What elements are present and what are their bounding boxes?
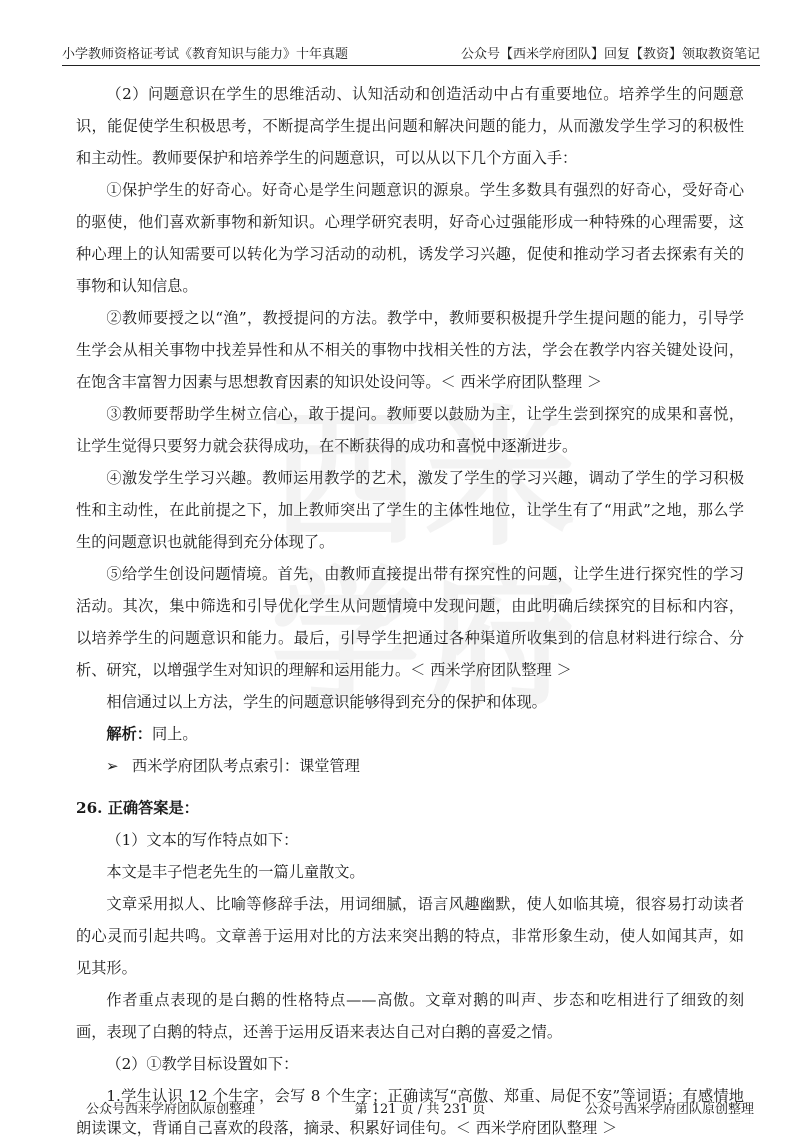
paragraph: 相信通过以上方法，学生的问题意识能够得到充分的保护和体现。 <box>106 693 547 711</box>
page-footer <box>86 1098 754 1117</box>
header-right-note: 公众号【西米学府团队】回复【教资】领取教资笔记 <box>460 47 760 62</box>
header-left-title: 小学教师资格证考试《教育知识与能力》十年真题 <box>62 47 349 62</box>
page-header <box>62 42 760 66</box>
paragraph: 1.学生认识 12 个生字，会写 8 个生字；正确读写“高傲、郑重、局促不安”等词语；有感情地朗读课文，背诵自己喜欢的段落，摘录、积累好词佳句。＜ 西米学府团队整理 ＞ <box>76 1087 744 1137</box>
paragraph: 文章采用拟人、比喻等修辞手法，用词细腻，语言风趣幽默，使人如临其境，很容易打动读者的心灵而引起共鸣。文章善于运用对比的方法来突出鹅的特点，非常形象生动，使人如闻其声，如见其形。 <box>76 895 744 977</box>
arrow-bullet-icon: ➢ <box>106 757 119 775</box>
analysis-text: 同上。 <box>151 725 198 743</box>
bullet-item <box>76 750 744 782</box>
paragraph: ①保护学生的好奇心。好奇心是学生问题意识的源泉。学生多数具有强烈的好奇心，受好奇心的驱使，他们喜欢新事物和新知识。心理学研究表明，好奇心过强能形成一种特殊的心理需要，这种心理上的认知需要可以转化为学习活动的动机，诱发学习兴趣，促使和推动学习者去探索有关的事物和认知信息。 <box>76 181 744 295</box>
paragraph: 作者重点表现的是白鹅的性格特点——高傲。文章对鹅的叫声、步态和吃相进行了细致的刻画，表现了白鹅的特点，还善于运用反语来表达自己对白鹅的喜爱之情。 <box>76 991 744 1041</box>
paragraph: （2）①教学目标设置如下： <box>106 1055 299 1073</box>
paragraph: （2）问题意识在学生的思维活动、认知活动和创造活动中占有重要地位。培养学生的问题意识，能促使学生积极思考，不断提高学生提出问题和解决问题的能力，从而激发学生学习的积极性和主动性。教师要保护和培养学生的问题意识，可以从以下几个方面入手： <box>76 85 744 167</box>
analysis-label: 解析： <box>106 725 152 743</box>
paragraph: ②教师要授之以“渔”，教授提问的方法。教学中，教师要积极提升学生提问题的能力，引导学生学会从相关事物中找差异性和从不相关的事物中找相关性的方法，学会在教学内容关键处设问，在饱含丰富智力因素与思想教育因素的知识处设问等。＜ 西米学府团队整理 ＞ <box>76 309 744 391</box>
paragraph: ⑤给学生创设问题情境。首先，由教师直接提出带有探究性的问题，让学生进行探究性的学习活动。其次，集中筛选和引导优化学生从问题情境中发现问题，由此明确后续探究的目标和内容，以培养学生的问题意识和能力。最后，引导学生把通过各种渠道所收集到的信息材料进行综合、分析、研究，以增强学生对知识的理解和运用能力。＜ 西米学府团队整理 ＞ <box>76 565 744 679</box>
paragraph: ③教师要帮助学生树立信心，敢于提问。教师要以鼓励为主，让学生尝到探究的成果和喜悦，让学生觉得只要努力就会获得成功，在不断获得的成功和喜悦中逐渐进步。 <box>76 405 744 455</box>
paragraph: （1）文本的写作特点如下： <box>106 831 299 849</box>
analysis <box>76 718 744 750</box>
question-heading: 26. 正确答案是： <box>76 799 199 817</box>
bullet-text: 西米学府团队考点索引：课堂管理 <box>132 757 360 775</box>
page-number: 第 121 页 / 共 231 页 <box>354 1102 486 1117</box>
document-body <box>76 78 744 1144</box>
footer-right: 公众号西米学府团队原创整理 <box>584 1102 754 1117</box>
footer-left: 公众号西米学府团队原创整理 <box>86 1102 256 1117</box>
paragraph: ④激发学生学习兴趣。教师运用教学的艺术，激发了学生的学习兴趣，调动了学生的学习积极性和主动性，在此前提之下，加上教师突出了学生的主体性地位，让学生有了“用武”之地，那么学生的问题意识也就能得到充分体现了。 <box>76 469 744 551</box>
paragraph: 本文是丰子恺老先生的一篇儿童散文。 <box>106 863 365 881</box>
